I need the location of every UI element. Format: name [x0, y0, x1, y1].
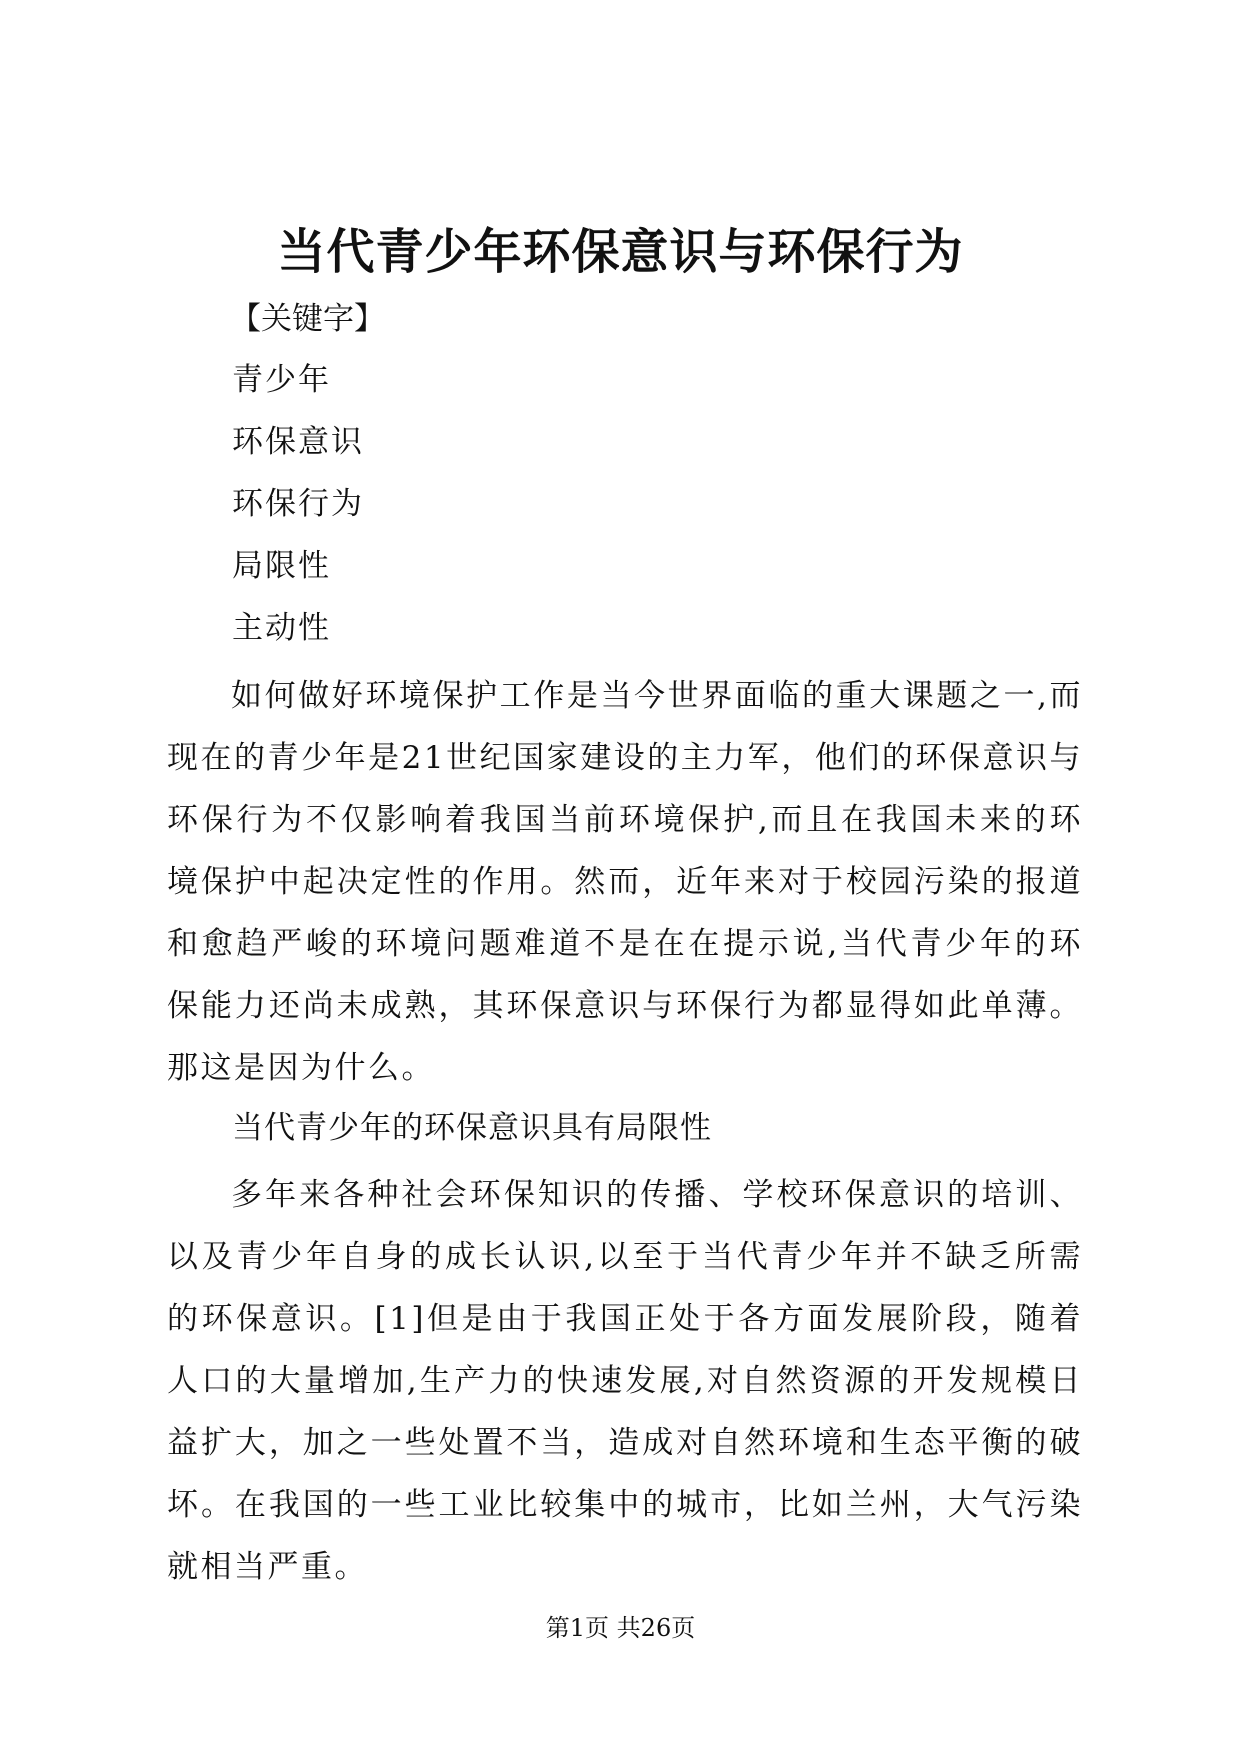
- keyword-item: 主动性: [232, 610, 331, 646]
- body-paragraph: 多年来各种社会环保知识的传播、学校环保意识的培训、以及青少年自身的成长认识,以至于当代青少年并不缺乏所需的环保意识。[1]但是由于我国正处于各方面发展阶段，随着人口的大量增加,生产力的快速发展,对自然资源的开发规模日益扩大，加之一些处置不当，造成对自然环境和生态平衡的破坏。在我国的一些工业比较集中的城市，比如兰州，大气污染就相当严重。: [167, 1177, 1083, 1585]
- body-paragraph: 如何做好环境保护工作是当今世界面临的重大课题之一,而现在的青少年是21世纪国家建设的主力军，他们的环保意识与环保行为不仅影响着我国当前环境保护,而且在我国未来的环境保护中起决定性的作用。然而，近年来对于校园污染的报道和愈趋严峻的环境问题难道不是在在提示说,当代青少年的环保能力还尚未成熟，其环保意识与环保行为都显得如此单薄。那这是因为什么。: [167, 678, 1083, 1086]
- keywords-list: [232, 360, 364, 670]
- keyword-item: 局限性: [232, 548, 331, 584]
- keywords-label: 【关键字】: [230, 301, 385, 337]
- document-title: 当代青少年环保意识与环保行为: [277, 224, 964, 280]
- keyword-item: 环保意识: [232, 424, 364, 460]
- page-number-footer: 第1页 共26页: [545, 1614, 696, 1642]
- keyword-item: 青少年: [232, 362, 331, 398]
- keyword-item: 环保行为: [232, 486, 364, 522]
- section-heading: 当代青少年的环保意识具有局限性: [232, 1110, 712, 1146]
